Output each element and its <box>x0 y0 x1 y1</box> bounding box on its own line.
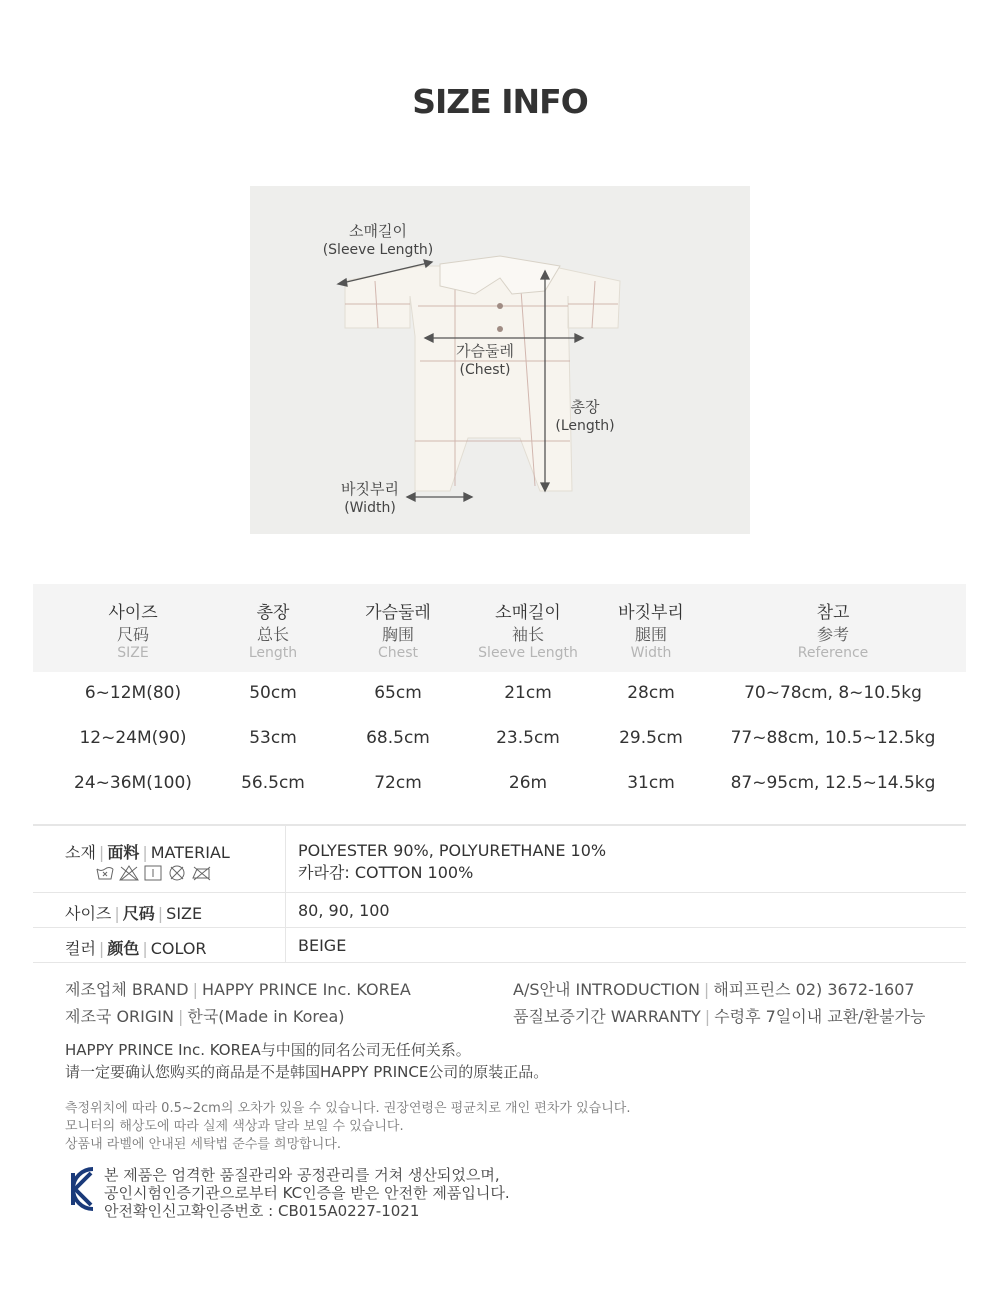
header-chest-cn: 胸围 <box>381 625 414 644</box>
header-chest-en: Chest <box>377 645 419 661</box>
cn-notice-line-2: 请一定要确认您购买的商品是不是韩国HAPPY PRINCE公司的原装正品。 <box>65 1063 549 1081</box>
product-info-table <box>33 824 966 963</box>
origin-info: 제조국 ORIGIN | 한국(Made in Korea) <box>65 1007 345 1026</box>
care-icons <box>95 864 211 882</box>
sleeve-label-en: (Sleeve Length) <box>322 242 434 258</box>
header-chest-ko: 가슴둘레 <box>365 603 431 623</box>
as-info: A/S안내 INTRODUCTION | 해피프린스 02) 3672-1607 <box>513 980 915 999</box>
color-label-cn: 颜色 <box>107 939 140 958</box>
header-length-cn: 总长 <box>256 625 289 644</box>
note-line-1: 측정위치에 따라 0.5~2cm의 오차가 있을 수 있습니다. 권장연령은 평균치로 개인 편차가 있습니다. <box>65 1101 631 1116</box>
header-size-en: SIZE <box>117 645 149 661</box>
origin-value: 한국(Made in Korea) <box>187 1007 345 1026</box>
origin-label: 제조국 ORIGIN <box>65 1007 174 1026</box>
color-value: BEIGE <box>285 928 346 962</box>
page-title: SIZE INFO <box>412 82 588 121</box>
material-label-ko: 소재 <box>65 843 96 862</box>
size-row <box>33 893 966 928</box>
length-label-en: (Length) <box>555 418 615 434</box>
size-table-header <box>33 584 966 672</box>
note-line-2: 모니터의 해상도에 따라 실제 색상과 달라 보일 수 있습니다. <box>65 1119 404 1134</box>
header-reference-en: Reference <box>797 645 869 661</box>
brand-info: 제조업체 BRAND | HAPPY PRINCE Inc. KOREA <box>65 980 411 999</box>
table-row <box>33 717 966 762</box>
brand-label: 제조업체 BRAND <box>65 980 189 999</box>
warranty-value: 수령후 7일이내 교환/환불가능 <box>714 1007 926 1026</box>
size-value: 80, 90, 100 <box>285 893 390 927</box>
kc-text-line-3: 안전확인신고확인증번호 : CB015A0227-1021 <box>104 1202 420 1220</box>
kc-text-line-1: 본 제품은 엄격한 품질관리와 공정관리를 거쳐 생산되었으며, <box>104 1166 500 1184</box>
cell-chest: 65cm <box>374 683 422 703</box>
note-line-3: 상품내 라벨에 안내된 세탁법 준수를 희망합니다. <box>65 1137 341 1152</box>
cell-width: 29.5cm <box>619 728 683 748</box>
width-label-en: (Width) <box>344 500 396 516</box>
header-size-ko: 사이즈 <box>108 603 158 623</box>
kc-certification-logo <box>63 1163 97 1215</box>
header-sleeve-en: Sleeve Length <box>478 645 578 661</box>
material-value-1: POLYESTER 90%, POLYURETHANE 10% <box>298 841 607 860</box>
cell-reference: 70~78cm, 8~10.5kg <box>744 683 922 703</box>
material-value <box>285 826 606 892</box>
product-measurement-photo <box>250 186 750 534</box>
chest-label-ko: 가슴둘레 <box>456 342 514 360</box>
tumble-dry-icon <box>143 864 163 882</box>
cell-length: 53cm <box>249 728 297 748</box>
kc-text-line-2: 공인시험인증기관으로부터 KC인증을 받은 안전한 제품입니다. <box>104 1184 510 1202</box>
header-reference-cn: 参考 <box>816 625 849 644</box>
sleeve-length-label <box>316 222 440 260</box>
as-label: A/S안내 INTRODUCTION <box>513 980 700 999</box>
color-label-ko: 컬러 <box>65 939 96 958</box>
width-label <box>334 480 406 518</box>
cell-length: 50cm <box>249 683 297 703</box>
table-row <box>33 762 966 807</box>
header-size-cn: 尺码 <box>116 625 149 644</box>
size-table <box>33 584 966 807</box>
size-label: 사이즈 | 尺码 | SIZE <box>65 904 203 923</box>
width-label-ko: 바짓부리 <box>341 480 399 498</box>
cell-sleeve: 26m <box>508 773 548 793</box>
chest-label <box>448 342 522 380</box>
hand-wash-icon <box>95 864 115 882</box>
chest-label-en: (Chest) <box>459 362 511 378</box>
material-row <box>33 826 966 893</box>
no-iron-icon <box>191 864 211 882</box>
size-label-en: SIZE <box>166 904 203 923</box>
size-label-cn: 尺码 <box>122 904 155 923</box>
cell-width: 28cm <box>627 683 675 703</box>
color-label: 컬러 | 颜色 | COLOR <box>65 939 207 958</box>
no-dry-clean-icon <box>167 864 187 882</box>
cell-sleeve: 21cm <box>504 683 552 703</box>
no-bleach-icon <box>119 864 139 882</box>
cell-chest: 68.5cm <box>366 728 430 748</box>
header-sleeve-ko: 소매길이 <box>495 603 561 623</box>
material-label: 소재 | 面料 | MATERIAL <box>65 843 230 862</box>
cell-sleeve: 23.5cm <box>496 728 560 748</box>
header-length-en: Length <box>248 645 298 661</box>
warranty-info: 품질보증기간 WARRANTY | 수령후 7일이내 교환/환불가능 <box>513 1007 926 1026</box>
as-value: 해피프린스 02) 3672-1607 <box>713 980 915 999</box>
header-reference-ko: 참고 <box>816 603 850 623</box>
table-row <box>33 672 966 717</box>
length-label-ko: 총장 <box>570 398 600 416</box>
material-label-cn: 面料 <box>107 843 140 862</box>
cell-length: 56.5cm <box>241 773 305 793</box>
warranty-label: 품질보증기간 WARRANTY <box>513 1007 701 1026</box>
header-length-ko: 총장 <box>256 603 290 623</box>
color-label-en: COLOR <box>150 939 207 958</box>
material-label-en: MATERIAL <box>150 843 230 862</box>
length-label <box>550 398 620 436</box>
header-sleeve-cn: 袖长 <box>511 625 544 644</box>
cell-reference: 87~95cm, 12.5~14.5kg <box>730 773 936 793</box>
header-width-en: Width <box>630 645 672 661</box>
cell-reference: 77~88cm, 10.5~12.5kg <box>730 728 936 748</box>
cell-width: 31cm <box>627 773 675 793</box>
cell-size: 6~12M(80) <box>84 683 182 703</box>
material-value-2: 카라감: COTTON 100% <box>298 863 474 882</box>
brand-value: HAPPY PRINCE Inc. KOREA <box>201 980 411 999</box>
color-row <box>33 928 966 963</box>
sleeve-label-ko: 소매길이 <box>349 222 407 240</box>
cell-size: 12~24M(90) <box>79 728 187 748</box>
header-width-ko: 바짓부리 <box>618 603 684 623</box>
header-width-cn: 腿围 <box>634 625 667 644</box>
cell-chest: 72cm <box>374 773 422 793</box>
cell-size: 24~36M(100) <box>74 773 192 793</box>
size-label-ko: 사이즈 <box>65 904 112 923</box>
cn-notice-line-1: HAPPY PRINCE Inc. KOREA与中国的同名公司无任何关系。 <box>65 1041 471 1059</box>
